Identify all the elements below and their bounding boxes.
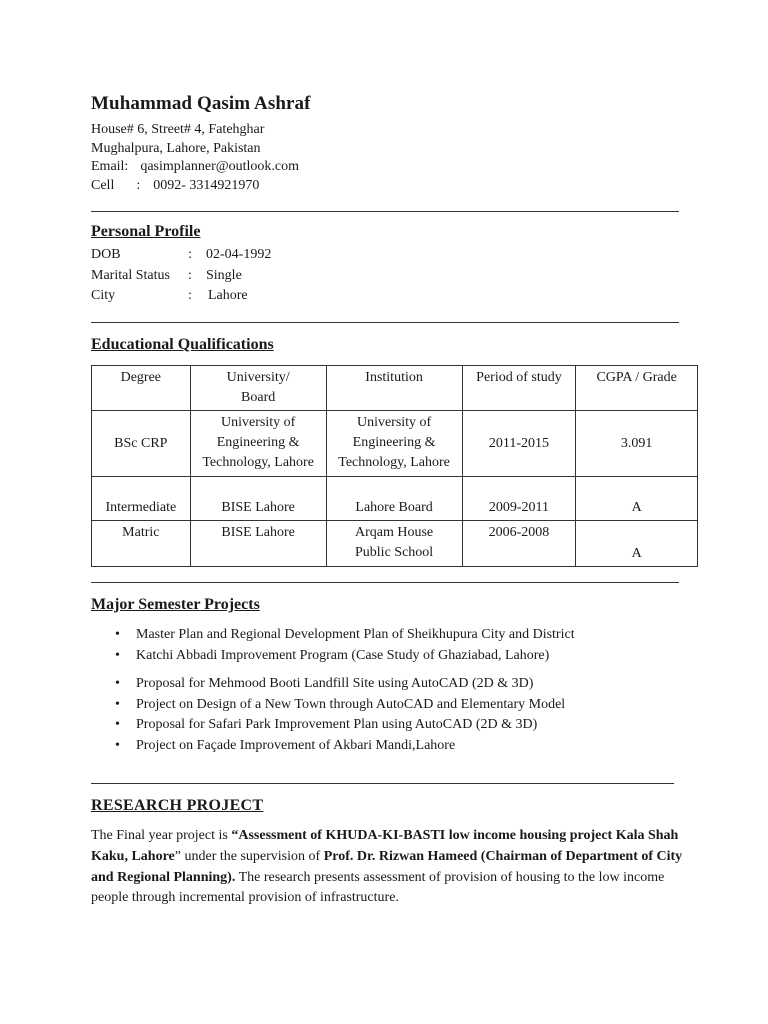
cell-degree: Intermediate (92, 477, 191, 521)
list-item (91, 625, 575, 646)
project-text: Project on Design of a New Town through AutoCAD and Elementary Model (136, 696, 566, 712)
col-header-grade: CGPA / Grade (576, 366, 698, 411)
bullet-icon: • (115, 647, 120, 663)
bullet-icon: • (115, 717, 120, 732)
address-line-1: House# 6, Street# 4, Fatehghar (91, 122, 265, 137)
research-project-title: “Assessment of KHUDA-KI-BASTI low income housing project Kala Shah Kaku, Lahore (91, 828, 679, 864)
cell-label: Cell (91, 177, 115, 193)
cell-university: BISE Lahore (190, 521, 326, 567)
cell-institution: University of Engineering & Technology, Lahore (326, 411, 462, 477)
col-header-university-line1: University/ (226, 370, 290, 385)
education-table (91, 365, 698, 567)
table-header-row (92, 366, 698, 411)
col-header-degree: Degree (92, 366, 191, 411)
bullet-icon: • (115, 627, 120, 642)
research-text-2: ” under the supervision of (174, 848, 324, 864)
divider (91, 783, 674, 784)
cell-line (91, 177, 299, 196)
cell-degree: Matric (92, 521, 191, 567)
profile-value: 02-04-1992 (206, 247, 272, 262)
list-item (91, 736, 565, 757)
list-item (91, 674, 565, 695)
col-header-university-line2: Board (241, 390, 276, 405)
profile-colon: : (188, 288, 192, 303)
divider (91, 582, 679, 583)
cell-period: 2006-2008 (462, 521, 576, 567)
contact-block (91, 121, 299, 195)
cell-grade: 3.091 (576, 411, 698, 477)
table-row (92, 521, 698, 567)
research-text-1: The Final year project is (91, 828, 232, 843)
cell-period: 2011-2015 (462, 411, 576, 477)
research-heading: RESEARCH PROJECT (91, 797, 264, 814)
cell-period: 2009-2011 (462, 477, 576, 521)
candidate-name: Muhammad Qasim Ashraf (91, 93, 311, 114)
research-text-3: The research presents assessment of provision of housing to the low income people through incremental provision of infrastructure. (91, 869, 665, 906)
profile-colon: : (188, 247, 192, 262)
email-address: qasimplanner@outlook.com (140, 159, 300, 174)
col-header-university (190, 366, 326, 411)
research-supervisor: Prof. Dr. Rizwan Hameed (Chairman of Department of City and Regional Planning). (91, 848, 683, 885)
profile-colon: : (188, 267, 192, 283)
col-header-institution: Institution (326, 366, 462, 411)
project-text: Katchi Abbadi Improvement Program (Case Study of Ghaziabad, Lahore) (136, 647, 550, 663)
research-paragraph (91, 826, 691, 909)
list-item (91, 695, 565, 716)
projects-list-group-1 (91, 625, 575, 666)
personal-profile-heading: Personal Profile (91, 223, 201, 240)
education-heading: Educational Qualifications (91, 336, 274, 353)
bullet-icon: • (115, 676, 120, 691)
profile-label: Marital Status (91, 267, 170, 283)
address-line-2: Mughalpura, Lahore, Pakistan (91, 140, 261, 156)
cell-university: BISE Lahore (190, 477, 326, 521)
list-item (91, 715, 565, 736)
profile-value: Lahore (208, 288, 248, 303)
bullet-icon: • (115, 696, 120, 712)
profile-label: DOB (91, 247, 121, 262)
bullet-icon: • (115, 737, 120, 753)
cell-colon: : (136, 177, 141, 193)
project-text: Proposal for Safari Park Improvement Plan using AutoCAD (2D & 3D) (136, 717, 538, 732)
col-header-period: Period of study (462, 366, 576, 411)
list-item (91, 646, 575, 667)
table-row (92, 477, 698, 521)
cell-university: University of Engineering & Technology, Lahore (190, 411, 326, 477)
divider (91, 322, 679, 323)
project-text: Master Plan and Regional Development Plan of Sheikhupura City and District (136, 627, 575, 642)
cell-grade: A (576, 477, 698, 521)
projects-list-group-2 (91, 674, 565, 756)
project-text: Project on Façade Improvement of Akbari Mandi,Lahore (136, 737, 456, 753)
cell-number: 0092- 3314921970 (153, 177, 260, 193)
projects-heading: Major Semester Projects (91, 596, 260, 613)
cell-grade: A (576, 521, 698, 567)
profile-value: Single (206, 267, 242, 283)
email-label: Email: (91, 159, 129, 174)
email-line (91, 158, 299, 177)
divider (91, 211, 679, 212)
profile-label: City (91, 288, 116, 303)
project-text: Proposal for Mehmood Booti Landfill Site using AutoCAD (2D & 3D) (136, 676, 534, 691)
table-row (92, 411, 698, 477)
cell-institution: Arqam House Public School (326, 521, 462, 567)
cell-institution: Lahore Board (326, 477, 462, 521)
cell-degree: BSc CRP (92, 411, 191, 477)
